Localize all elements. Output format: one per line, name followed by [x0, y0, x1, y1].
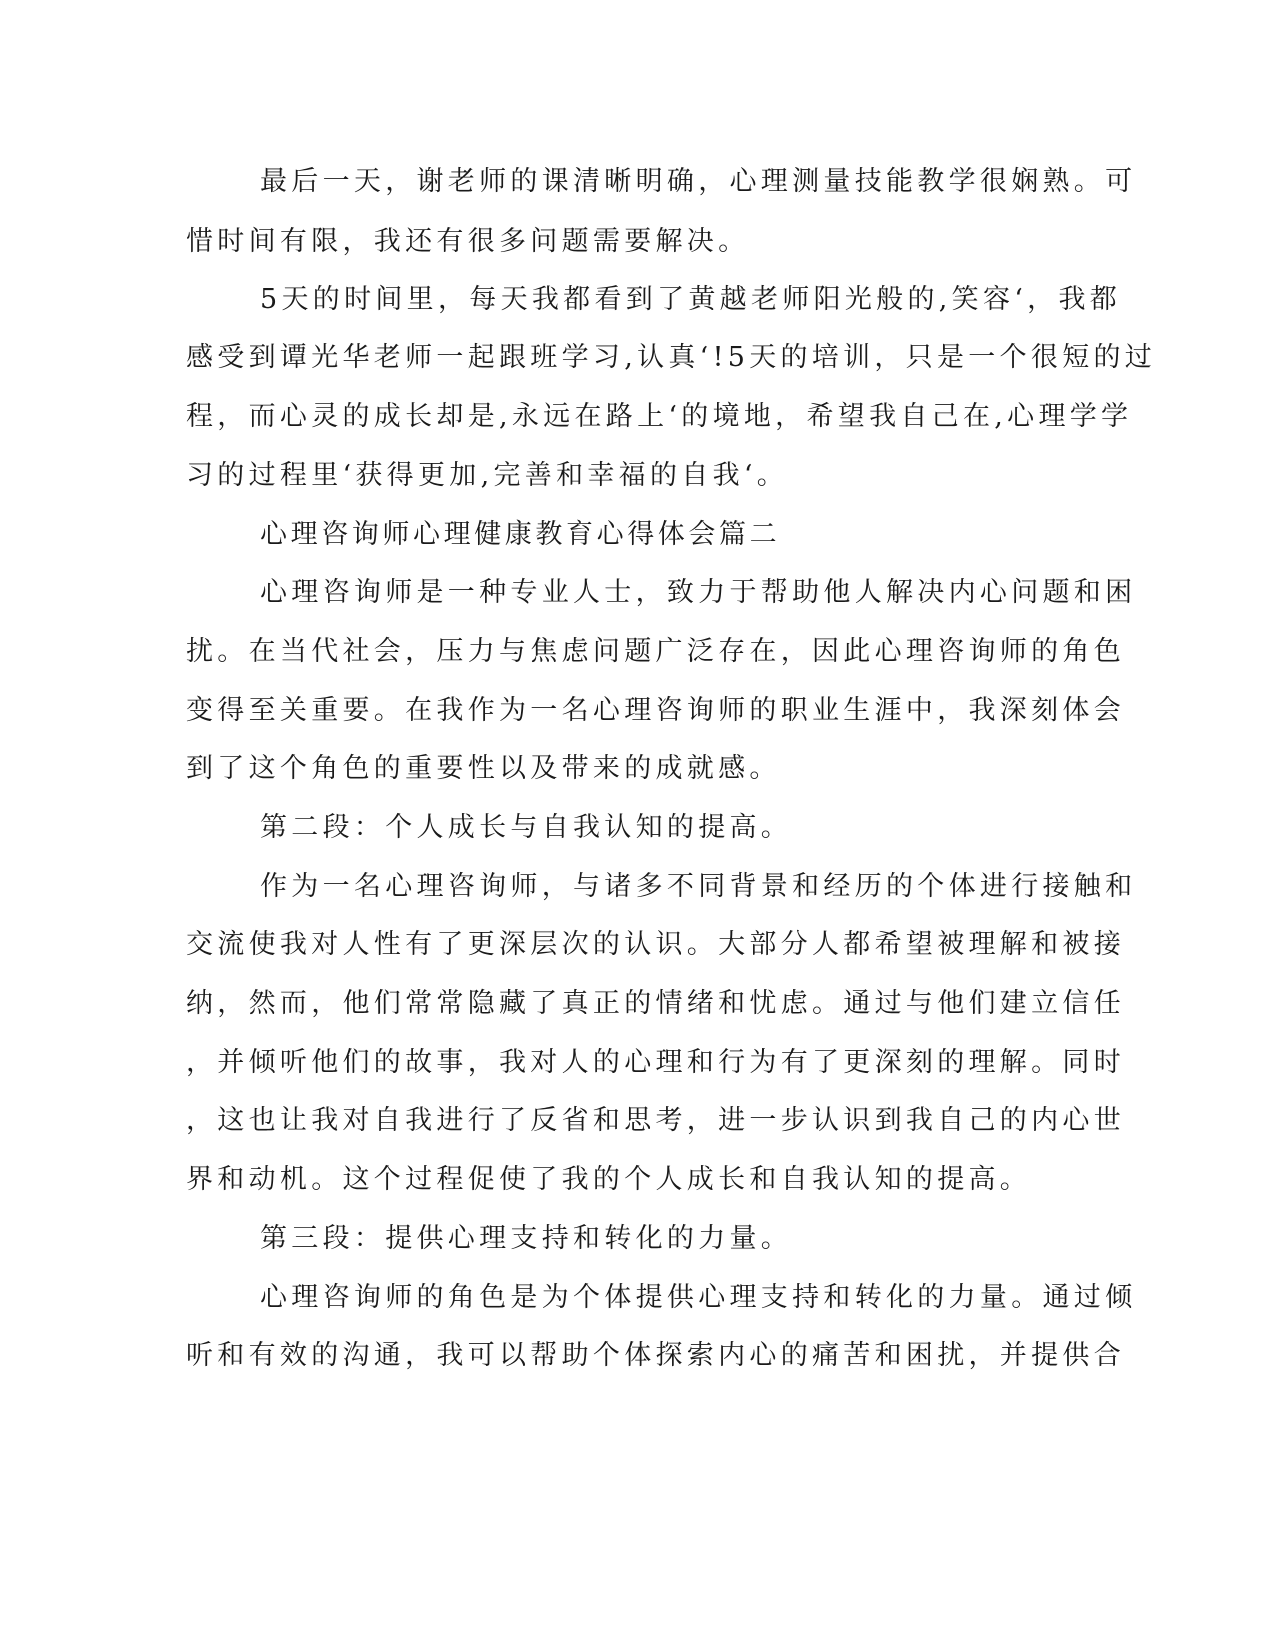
paragraph-line: 惜时间有限，我还有很多问题需要解决。 — [186, 226, 750, 257]
paragraph-line: 扰。在当代社会，压力与焦虑问题广泛存在，因此心理咨询师的角色 — [186, 636, 1125, 667]
paragraph-line: ，并倾听他们的故事，我对人的心理和行为有了更深刻的理解。同时 — [186, 1047, 1125, 1078]
paragraph-line: 5天的时间里，每天我都看到了黄越老师阳光般的,笑容‘，我都 — [260, 284, 1122, 315]
paragraph-line: 听和有效的沟通，我可以帮助个体探索内心的痛苦和困扰，并提供合 — [186, 1340, 1125, 1371]
section-heading: 第二段：个人成长与自我认知的提高。 — [260, 812, 793, 843]
section-heading: 第三段：提供心理支持和转化的力量。 — [260, 1223, 793, 1254]
paragraph-line: 变得至关重要。在我作为一名心理咨询师的职业生涯中，我深刻体会 — [186, 695, 1125, 726]
paragraph-line: 界和动机。这个过程促使了我的个人成长和自我认知的提高。 — [186, 1164, 1032, 1195]
section-title: 心理咨询师心理健康教育心得体会篇二 — [260, 519, 781, 550]
paragraph-line: 感受到谭光华老师一起跟班学习,认真‘!5天的培训，只是一个很短的过 — [186, 342, 1157, 373]
paragraph-line: 心理咨询师的角色是为个体提供心理支持和转化的力量。通过倾 — [260, 1282, 1137, 1313]
paragraph-line: 最后一天，谢老师的课清晰明确，心理测量技能教学很娴熟。可 — [260, 166, 1137, 197]
paragraph-line: ，这也让我对自我进行了反省和思考，进一步认识到我自己的内心世 — [186, 1105, 1125, 1136]
paragraph-line: 作为一名心理咨询师，与诸多不同背景和经历的个体进行接触和 — [260, 871, 1137, 902]
paragraph-line: 程，而心灵的成长却是,永远在路上‘的境地，希望我自己在,心理学学 — [186, 401, 1133, 432]
paragraph-line: 心理咨询师是一种专业人士，致力于帮助他人解决内心问题和困 — [260, 577, 1137, 608]
paragraph-line: 到了这个角色的重要性以及带来的成就感。 — [186, 753, 781, 784]
paragraph-line: 习的过程里‘获得更加,完善和幸福的自我‘。 — [186, 460, 789, 491]
paragraph-line: 交流使我对人性有了更深层次的认识。大部分人都希望被理解和被接 — [186, 929, 1125, 960]
paragraph-line: 纳，然而，他们常常隐藏了真正的情绪和忧虑。通过与他们建立信任 — [186, 988, 1125, 1019]
